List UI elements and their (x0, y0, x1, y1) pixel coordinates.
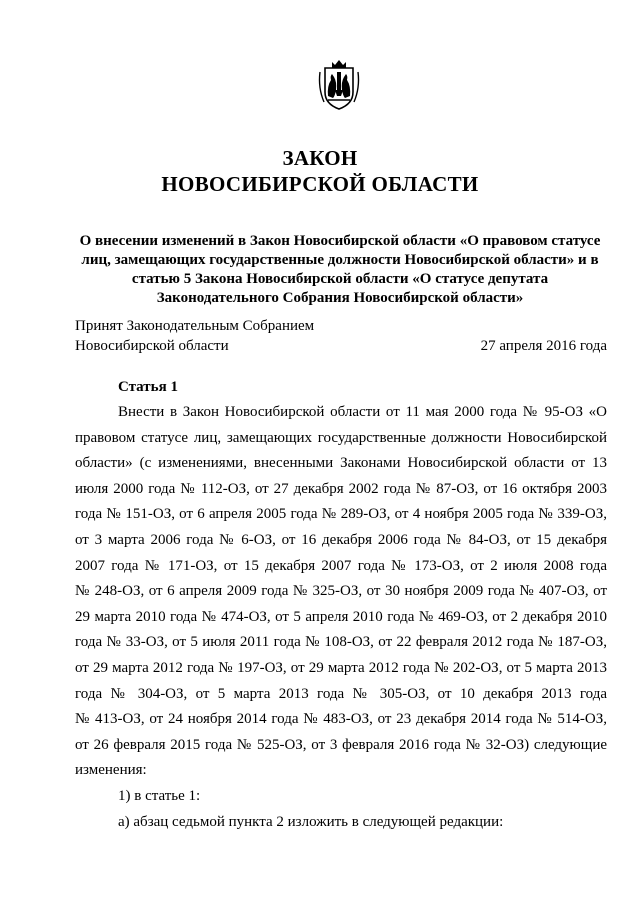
body-line: июля 2000 года № 112-ОЗ, от 27 декабря 2002 года № 87-ОЗ, от 16 октября 2003 (75, 480, 607, 497)
body-line: от 29 марта 2012 года № 197-ОЗ, от 29 марта 2012 года № 202-ОЗ, от 5 марта 2013 (75, 659, 607, 676)
adopted-by: Принят Законодательным Собранием (75, 318, 315, 334)
subject-line: статью 5 Закона Новосибирской области «О статусе депутата (131, 271, 549, 287)
subject-line: лиц, замещающих государственные должности Новосибирской области» и в (81, 252, 599, 268)
item-1a: а) абзац седьмой пункта 2 изложить в следующей редакции: (118, 813, 504, 830)
item-1: 1) в статье 1: (118, 787, 201, 804)
body-line: года № 304-ОЗ, от 5 марта 2013 года № 305-ОЗ, от 10 декабря 2013 года (75, 685, 607, 702)
body-line: правовом статусе лиц, замещающих государственные должности Новосибирской (75, 429, 607, 446)
body-line: от 3 марта 2006 года № 6-ОЗ, от 16 декабря 2006 года № 84-ОЗ, от 15 декабря (75, 531, 607, 548)
adoption-block (75, 317, 607, 356)
subject-line: Законодательного Собрания Новосибирской области» (156, 290, 524, 306)
article-title: Статья 1 (118, 379, 178, 395)
law-subject (60, 232, 620, 308)
body-line: года № 33-ОЗ, от 5 июля 2011 года № 108-ОЗ, от 22 февраля 2012 года № 187-ОЗ, (75, 634, 607, 651)
law-title: ЗАКОН (282, 146, 358, 170)
body-line: № 248-ОЗ, от 6 апреля 2009 года № 325-ОЗ, от 30 ноября 2009 года № 407-ОЗ, от (75, 583, 607, 600)
body-line: 29 марта 2010 года № 474-ОЗ, от 5 апреля 2010 года № 469-ОЗ, от 2 декабря 2010 (75, 608, 607, 625)
coat-of-arms-icon (316, 58, 362, 112)
body-line: области» (с изменениями, внесенными Законами Новосибирской области от 13 (75, 455, 607, 472)
adopted-by-region: Новосибирской области (75, 337, 229, 354)
body-line: года № 151-ОЗ, от 6 апреля 2005 года № 289-ОЗ, от 4 ноября 2005 года № 339-ОЗ, (75, 506, 607, 523)
body-line: от 26 февраля 2015 года № 525-ОЗ, от 3 февраля 2016 года № 32-ОЗ) следующие (75, 736, 607, 753)
body-line: 2007 года № 171-ОЗ, от 15 декабря 2007 года № 173-ОЗ, от 2 июля 2008 года (75, 557, 607, 574)
body-line: № 413-ОЗ, от 24 ноября 2014 года № 483-ОЗ, от 23 декабря 2014 года № 514-ОЗ, (75, 711, 607, 728)
body-line: Внести в Закон Новосибирской области от 11 мая 2000 года № 95-ОЗ «О (118, 404, 607, 420)
region-title: НОВОСИБИРСКОЙ ОБЛАСТИ (161, 172, 479, 196)
body-line: изменения: (75, 762, 147, 779)
adoption-date: 27 апреля 2016 года (480, 337, 607, 354)
article-body (75, 400, 607, 835)
subject-line: О внесении изменений в Закон Новосибирской области «О правовом статусе (79, 233, 601, 249)
